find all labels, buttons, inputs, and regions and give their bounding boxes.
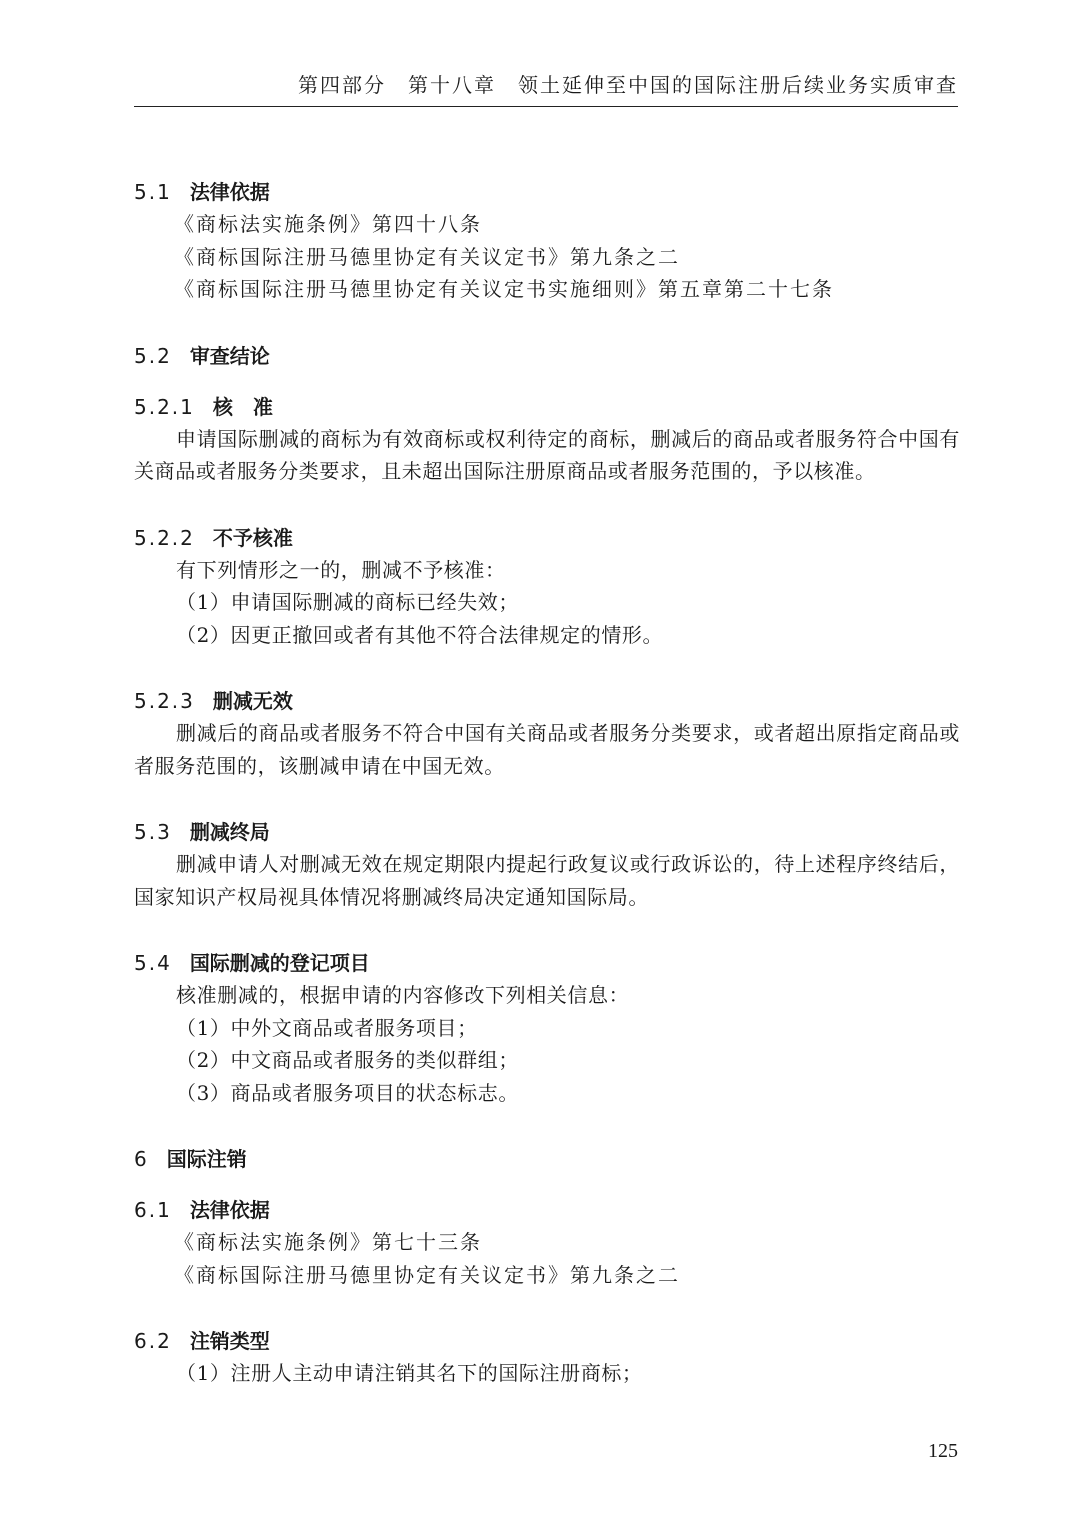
section-number: 5.2.3 — [134, 689, 195, 713]
section-number: 5.4 — [134, 951, 172, 975]
section-number: 5.3 — [134, 820, 172, 844]
running-header-title: 第四部分 第十八章 领土延伸至中国的国际注册后续业务实质审查 — [298, 73, 958, 97]
section-heading-6-2 — [134, 1325, 960, 1357]
body-paragraph: 删减后的商品或者服务不符合中国有关商品或者服务分类要求，或者超出原指定商品或者服务范围的，该删减申请在中国无效。 — [134, 721, 960, 778]
section-title: 法律依据 — [189, 180, 270, 204]
section-heading-6-1 — [134, 1194, 960, 1226]
legal-reference: 《商标国际注册马德里协定有关议定书》第九条之二 — [174, 1262, 680, 1287]
section-heading-5-2-1 — [134, 391, 960, 423]
intro-line: 核准删减的，根据申请的内容修改下列相关信息： — [176, 983, 630, 1007]
section-title: 不予核准 — [212, 525, 293, 550]
section-number: 5.2.1 — [134, 394, 195, 419]
list-item: （2）因更正撤回或者有其他不符合法律规定的情形。 — [176, 622, 664, 647]
section-heading-5-1 — [134, 176, 960, 208]
section-title: 注销类型 — [189, 1329, 270, 1353]
list-item: （2）中文商品或者服务的类似群组； — [176, 1048, 519, 1072]
legal-reference: 《商标法实施条例》第七十三条 — [174, 1230, 482, 1254]
section-title: 国际删减的登记项目 — [189, 951, 370, 975]
running-header — [134, 70, 958, 107]
section-heading-5-2-2 — [134, 522, 960, 554]
list-item: （3）商品或者服务项目的状态标志。 — [176, 1080, 519, 1105]
section-title: 核 准 — [212, 394, 273, 419]
body-paragraph: 申请国际删减的商标为有效商标或权利待定的商标，删减后的商品或者服务符合中国有关商品或者服务分类要求，且未超出国际注册原商品或者服务范围的，予以核准。 — [134, 426, 960, 483]
legal-reference: 《商标国际注册马德里协定有关议定书》第九条之二 — [174, 244, 680, 269]
list-item: （1）注册人主动申请注销其名下的国际注册商标； — [176, 1361, 643, 1385]
legal-reference: 《商标国际注册马德里协定有关议定书实施细则》第五章第二十七条 — [174, 277, 834, 301]
section-heading-5-2-3 — [134, 685, 960, 717]
section-number: 5.2.2 — [134, 525, 195, 550]
section-title: 删减无效 — [212, 689, 293, 713]
body-paragraph: 删减申请人对删减无效在规定期限内提起行政复议或行政诉讼的，待上述程序终结后，国家知识产权局视具体情况将删减终局决定通知国际局。 — [134, 852, 960, 909]
section-heading-6 — [134, 1143, 960, 1175]
section-heading-5-4 — [134, 947, 960, 979]
section-number: 5.1 — [134, 180, 172, 204]
section-number: 5.2 — [134, 343, 172, 368]
section-title: 删减终局 — [189, 820, 270, 844]
section-number: 6.1 — [134, 1198, 172, 1222]
section-title: 审查结论 — [189, 343, 270, 368]
page-content — [134, 176, 960, 1390]
intro-line: 有下列情形之一的，删减不予核准： — [176, 557, 506, 582]
list-item: （1）申请国际删减的商标已经失效； — [176, 590, 519, 614]
list-item: （1）中外文商品或者服务项目； — [176, 1015, 478, 1040]
section-title: 国际注销 — [166, 1147, 247, 1171]
section-number: 6 — [134, 1147, 149, 1171]
section-heading-5-2 — [134, 340, 960, 372]
section-title: 法律依据 — [189, 1198, 270, 1222]
section-number: 6.2 — [134, 1329, 172, 1353]
section-heading-5-3 — [134, 816, 960, 848]
page-number: 125 — [928, 1440, 958, 1462]
legal-reference: 《商标法实施条例》第四十八条 — [174, 212, 482, 236]
